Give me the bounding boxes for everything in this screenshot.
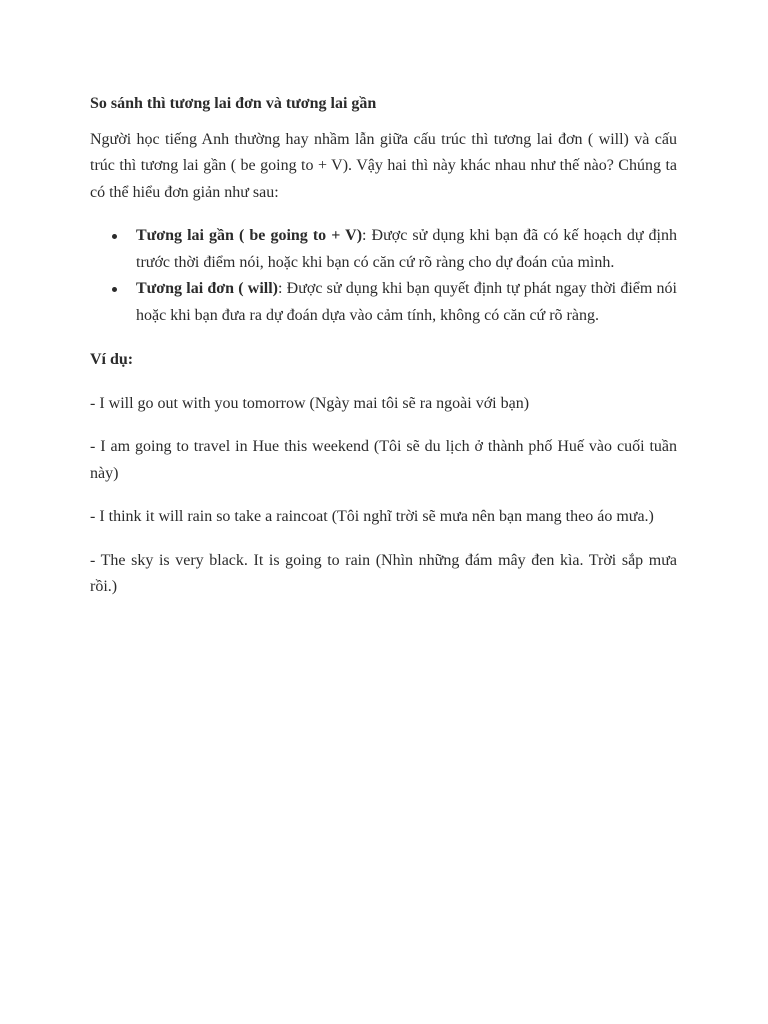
bullet-text: : Được sử dụng khi bạn quyết định tự phát ngay thời điểm nói hoặc khi bạn đưa ra dự đoán dựa vào cảm tính, không có căn cứ rõ ràng.: [136, 280, 677, 324]
example-line: - The sky is very black. It is going to rain (Nhìn những đám mây đen kìa. Trời sắp mưa rồi.): [90, 551, 677, 595]
intro-paragraph: Người học tiếng Anh thường hay nhầm lẫn giữa cấu trúc thì tương lai đơn ( will) và cấu trúc thì tương lai gần ( be going to + V). Vậy hai thì này khác nhau như thế nào? Chúng ta có thể hiểu đơn giản như sau:: [90, 130, 677, 201]
examples-heading: Ví dụ:: [90, 351, 134, 368]
document-title: So sánh thì tương lai đơn và tương lai gần: [90, 95, 377, 112]
list-item-near-future: [136, 223, 677, 276]
example-line: - I will go out with you tomorrow (Ngày mai tôi sẽ ra ngoài với bạn): [90, 394, 530, 412]
bullet-term: Tương lai đơn ( will): [136, 280, 278, 297]
bullet-icon: [112, 287, 117, 292]
example-line: - I think it will rain so take a raincoat (Tôi nghĩ trời sẽ mưa nên bạn mang theo áo mưa.): [90, 508, 654, 525]
example-line: - I am going to travel in Hue this weekend (Tôi sẽ du lịch ở thành phố Huế vào cuối tuần này): [90, 438, 677, 482]
document-page: [90, 91, 677, 618]
list-item-simple-future: [136, 276, 677, 329]
bullet-term: Tương lai gần ( be going to + V): [136, 227, 363, 244]
bullet-icon: [112, 234, 117, 239]
bullet-text: : Được sử dụng khi bạn đã có kế hoạch dự định trước thời điểm nói, hoặc khi bạn có căn cứ rõ ràng cho dự đoán của mình.: [136, 227, 678, 271]
comparison-list: [90, 223, 677, 329]
